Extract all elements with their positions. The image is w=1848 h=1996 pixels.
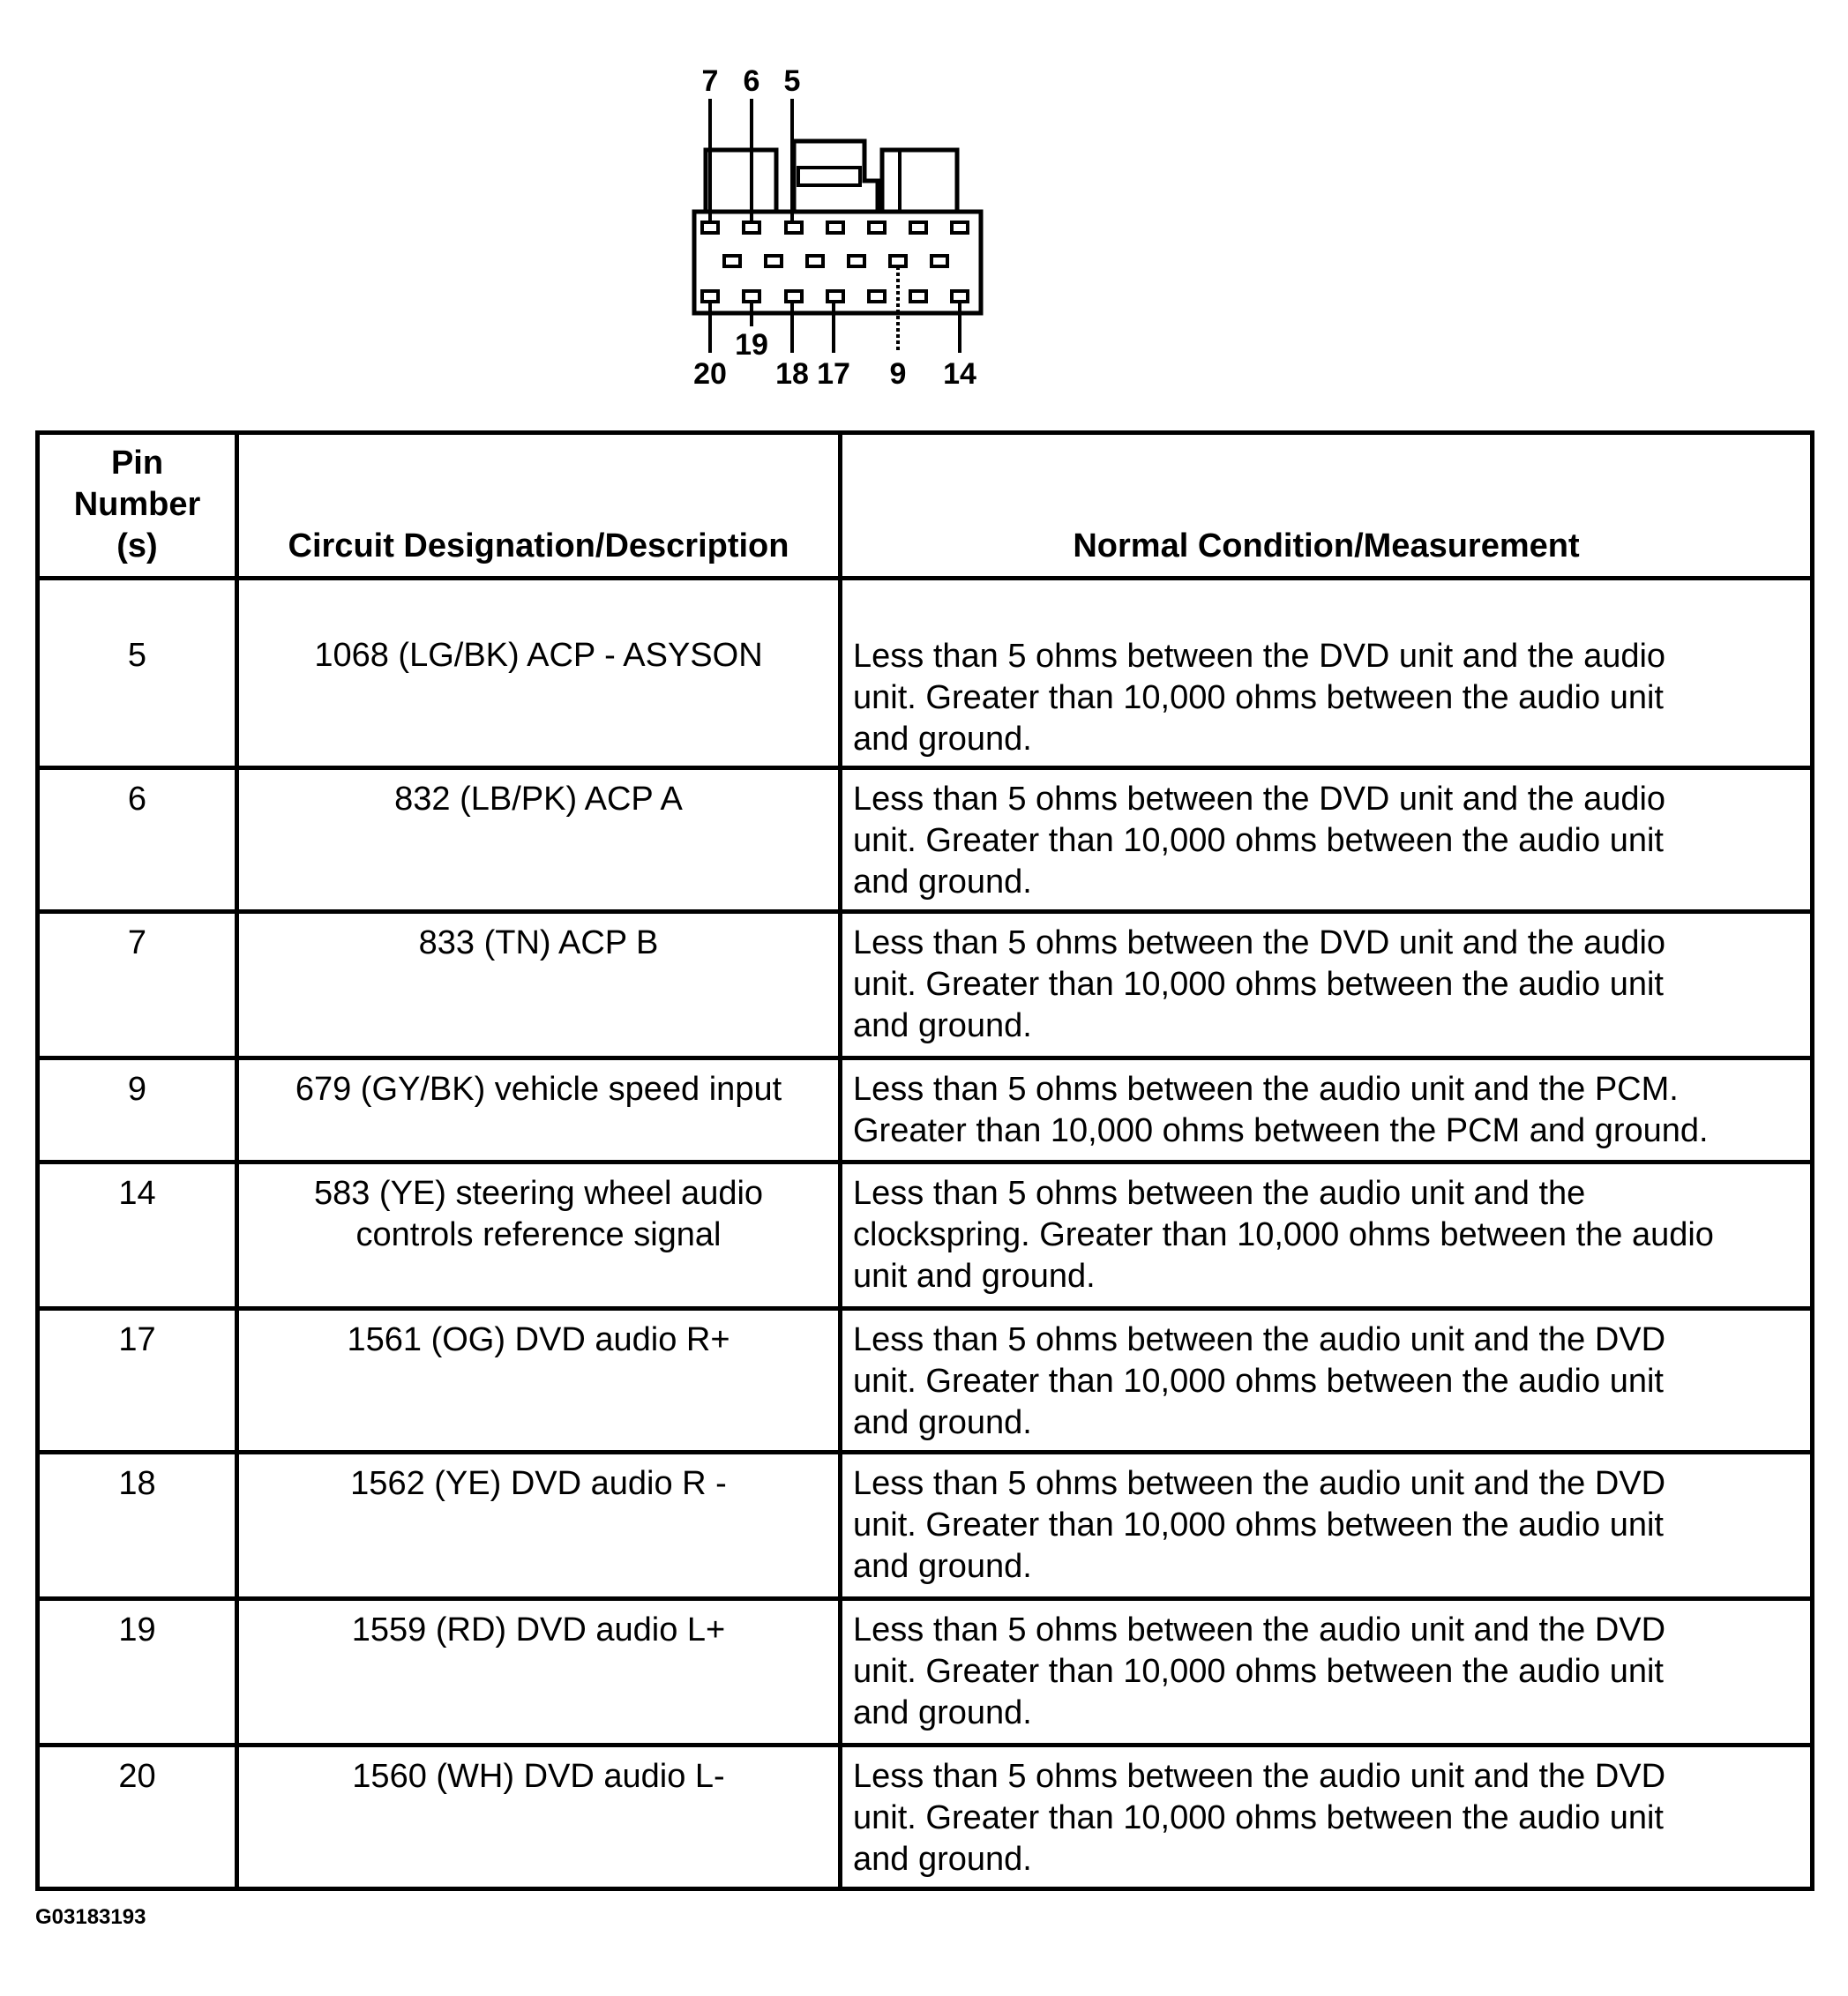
circuit-cell (237, 1453, 841, 1599)
pin-label-6: 6 (743, 64, 760, 98)
measurement-line: and ground. (853, 863, 1032, 901)
measurement-cell (841, 1746, 1813, 1889)
table-row (38, 912, 1813, 1058)
measurement-line: and ground. (853, 1007, 1032, 1044)
figure-code: G03183193 (35, 1905, 146, 1929)
circuit-line: 1559 (RD) DVD audio L+ (351, 1611, 726, 1648)
table-row (38, 1599, 1813, 1746)
measurement-line: Less than 5 ohms between the audio unit and the (853, 1175, 1586, 1212)
pin-label-18: 18 (775, 357, 809, 391)
circuit-line: 1561 (OG) DVD audio R+ (347, 1321, 730, 1358)
measurement-line: Less than 5 ohms between the DVD unit and the audio (853, 924, 1666, 961)
header-pin-number (38, 433, 237, 579)
pin-number-cell: 18 (38, 1453, 237, 1599)
measurement-line: and ground. (853, 1841, 1032, 1878)
circuit-line: 1068 (LG/BK) ACP - ASYSON (314, 637, 763, 674)
measurement-line: unit. Greater than 10,000 ohms between the audio unit (853, 966, 1664, 1003)
measurement-line: unit. Greater than 10,000 ohms between the audio unit (853, 822, 1664, 859)
measurement-cell (841, 912, 1813, 1058)
measurement-cell (841, 768, 1813, 912)
pin-number-cell: 14 (38, 1162, 237, 1309)
circuit-line: 679 (GY/BK) vehicle speed input (295, 1071, 782, 1108)
header-pin-line: Number (73, 486, 201, 523)
measurement-line: and ground. (853, 1694, 1032, 1731)
pin-label-7: 7 (701, 64, 719, 98)
measurement-line: unit and ground. (853, 1258, 1096, 1295)
pin-number-cell: 19 (38, 1599, 237, 1746)
circuit-cell (237, 912, 841, 1058)
measurement-line: unit. Greater than 10,000 ohms between the audio unit (853, 679, 1664, 716)
connector-latch (882, 150, 957, 212)
circuit-cell (237, 1309, 841, 1453)
header-row (38, 433, 1813, 579)
circuit-cell (237, 1746, 841, 1889)
pin-label-19: 19 (735, 328, 768, 362)
measurement-cell (841, 1058, 1813, 1162)
measurement-cell (841, 1599, 1813, 1746)
pin-cavity-row-top (702, 222, 968, 233)
table-row (38, 1746, 1813, 1889)
circuit-line: 833 (TN) ACP B (418, 924, 659, 961)
circuit-cell (237, 1162, 841, 1309)
table-row (38, 1309, 1813, 1453)
measurement-line: unit. Greater than 10,000 ohms between the audio unit (853, 1799, 1664, 1836)
circuit-line: 1562 (YE) DVD audio R - (350, 1465, 727, 1502)
circuit-line: 832 (LB/PK) ACP A (394, 781, 683, 818)
measurement-line: Less than 5 ohms between the audio unit and the PCM. (853, 1071, 1679, 1108)
measurement-line: Less than 5 ohms between the audio unit and the DVD (853, 1611, 1666, 1648)
header-pin-line: (s) (116, 527, 158, 564)
pin-number-cell: 9 (38, 1058, 237, 1162)
measurement-line: Less than 5 ohms between the DVD unit and the audio (853, 781, 1666, 818)
header-pin-line: Pin (110, 445, 164, 482)
pin-number-cell: 17 (38, 1309, 237, 1453)
connector-latch (794, 141, 878, 212)
measurement-line: unit. Greater than 10,000 ohms between the audio unit (853, 1506, 1664, 1544)
pin-label-5: 5 (783, 64, 801, 98)
table-row (38, 768, 1813, 912)
pin-label-14: 14 (943, 357, 976, 391)
measurement-line: and ground. (853, 1548, 1032, 1585)
pin-cavity-row-bottom (702, 291, 968, 302)
connector-diagram (670, 53, 1006, 397)
measurement-line: clockspring. Greater than 10,000 ohms between the audio (853, 1216, 1714, 1253)
measurement-line: unit. Greater than 10,000 ohms between the audio unit (853, 1363, 1664, 1400)
measurement-line: and ground. (853, 721, 1032, 758)
pin-number-cell: 20 (38, 1746, 237, 1889)
measurement-line: Less than 5 ohms between the DVD unit and the audio (853, 638, 1666, 675)
pin-label-20: 20 (693, 357, 727, 391)
circuit-cell (237, 1058, 841, 1162)
measurement-line: Less than 5 ohms between the audio unit and the DVD (853, 1758, 1666, 1795)
pin-number-cell: 6 (38, 768, 237, 912)
circuit-cell (237, 768, 841, 912)
table-row (38, 1058, 1813, 1162)
pin-label-17: 17 (817, 357, 850, 391)
measurement-line: Less than 5 ohms between the audio unit and the DVD (853, 1465, 1666, 1502)
connector-latch (706, 150, 776, 212)
measurement-cell (841, 1453, 1813, 1599)
header-measurement: Normal Condition/Measurement (841, 433, 1813, 579)
circuit-cell (237, 1599, 841, 1746)
connector-latch (798, 168, 860, 185)
table-row (38, 1453, 1813, 1599)
measurement-cell (841, 1162, 1813, 1309)
measurement-line: and ground. (853, 1404, 1032, 1441)
circuit-line: 583 (YE) steering wheel audio (313, 1175, 764, 1212)
pin-number-cell: 5 (38, 579, 237, 768)
measurement-line: unit. Greater than 10,000 ohms between the audio unit (853, 1653, 1664, 1690)
table-row (38, 1162, 1813, 1309)
table-row (38, 579, 1813, 768)
measurement-cell (841, 579, 1813, 768)
circuit-line: controls reference signal (355, 1216, 722, 1253)
pinout-table (35, 430, 1814, 1891)
pin-number-cell: 7 (38, 912, 237, 1058)
circuit-cell (237, 579, 841, 768)
measurement-line: Less than 5 ohms between the audio unit and the DVD (853, 1321, 1666, 1358)
pin-label-9: 9 (889, 357, 907, 391)
header-circuit: Circuit Designation/Description (237, 433, 841, 579)
circuit-line: 1560 (WH) DVD audio L- (352, 1758, 725, 1795)
measurement-line: Greater than 10,000 ohms between the PCM and ground. (853, 1112, 1709, 1149)
pin-cavity-row-middle (724, 256, 947, 266)
measurement-cell (841, 1309, 1813, 1453)
